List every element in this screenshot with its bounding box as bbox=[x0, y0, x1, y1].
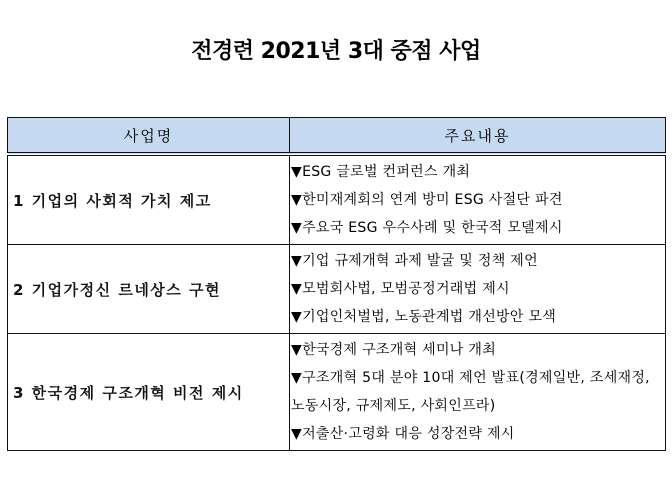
content-item: ▼한미재계회의 연계 방미 ESG 사절단 파견 bbox=[291, 192, 563, 208]
table-header-row bbox=[8, 118, 666, 155]
content-cell bbox=[290, 334, 666, 451]
page-title: 전경련 2021년 3대 중점 사업 bbox=[191, 39, 481, 64]
content-item: ▼ESG 글로벌 컨퍼런스 개최 bbox=[291, 164, 471, 180]
content-cell bbox=[290, 245, 666, 334]
business-table bbox=[7, 117, 666, 451]
business-name: 2 기업가정신 르네상스 구현 bbox=[8, 245, 290, 334]
business-name: 1 기업의 사회적 가치 제고 bbox=[8, 154, 290, 245]
content-item: ▼기업인처벌법, 노동관계법 개선방안 모색 bbox=[291, 309, 557, 325]
business-name: 3 한국경제 구조개혁 비전 제시 bbox=[8, 334, 290, 451]
header-business-name: 사업명 bbox=[8, 118, 290, 155]
table-row bbox=[8, 334, 666, 451]
content-item: ▼구조개혁 5대 분야 10대 제언 발표(경제일반, 조세재정, 노동시장, 규제제도, 사회인프라) bbox=[291, 370, 650, 414]
header-main-content: 주요내용 bbox=[290, 118, 666, 155]
table-row bbox=[8, 245, 666, 334]
content-item: ▼기업 규제개혁 과제 발굴 및 정책 제언 bbox=[291, 253, 538, 269]
table-row bbox=[8, 154, 666, 245]
content-item: ▼주요국 ESG 우수사례 및 한국적 모델제시 bbox=[291, 220, 563, 236]
content-item: ▼저출산·고령화 대응 성장전략 제시 bbox=[291, 426, 515, 442]
content-item: ▼모범회사법, 모범공정거래법 제시 bbox=[291, 281, 510, 297]
content-item: ▼한국경제 구조개혁 세미나 개최 bbox=[291, 342, 497, 358]
content-cell bbox=[290, 154, 666, 245]
